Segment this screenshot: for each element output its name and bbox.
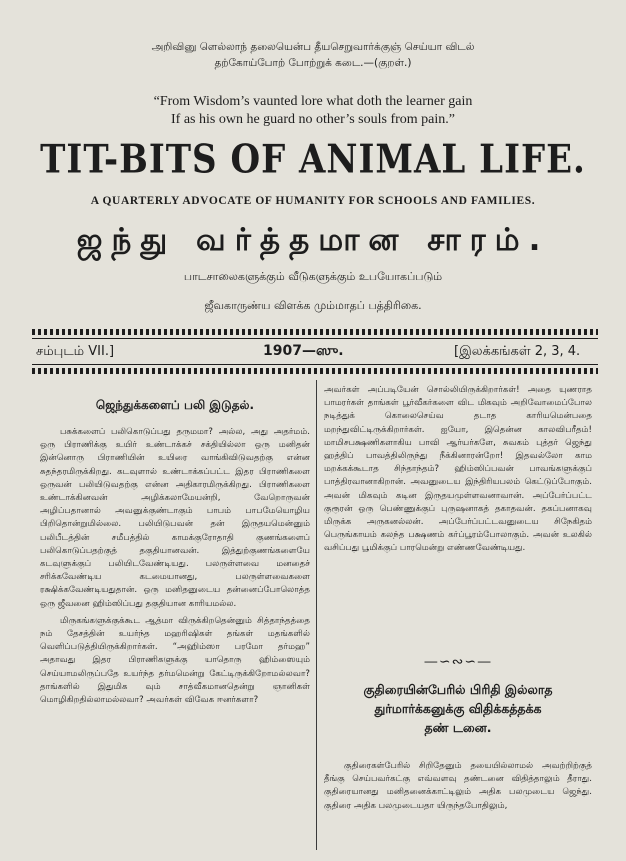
decorative-rule-bottom xyxy=(32,368,598,374)
rule-bottom xyxy=(32,364,598,365)
heading-line-3: தண் டனை. xyxy=(424,720,492,735)
tamil-subtitle-2: ஜீவகாருண்ய விளக்க மும்மாதப் பத்திரிகை. xyxy=(204,299,422,312)
right-paragraph-1: அவர்கள் அப்படியேன் சொல்லியிருக்கிறார்கள்! அதை யுணராத பாமரர்கள் தாங்கள் பூர்வீகர்களை விட மிகவும் அறிவோமைப்போல நடித்துக் கொலைசெய்வ தடாத காரியமென்பதை மறந்துவிட்டிருக்கிறார்கள். ஐயோ, இதென்ன காலவிபரீதம்! மாமிசபக்ஷணிகளாகிய பாவி ஆர்யர்களே, சுவகம் புத்தர் ஜெந்து ஹத்திப் பாவத்திலிருந்து நீக்கினாரன்றோ! இதவல்லோ காம மறக்கக்கூடாத சிந்தாந்தம்? ஹிம்ஸிப்பவன் பாவங்களுக்குப் பாத்திரவானாகிறான். அவனுடைய இந்திரியபலம் கெட்டுப்போகும். அவன் மிகவும் கடின இருதயமுள்ளவனாவான். அப்பேர்ப்பட்ட குரூரன் ஒரு பெண்ணுக்குப் புருஷனாகத் தகாதவன். தகப்பனாகவு மிருக்க அருகனல்லன். அப்பேர்ப்பட்டவனுடைய சிநேகிதம் பெருங்காயம் கலந்த பக்ஷணம் கர்ப்பூரம்போலாகும். அவன் உலகில் வசிப்பது பூமிக்குப் பாரமென்று எண்ணவேண்டியது. xyxy=(324,385,592,554)
quote-line-1: “From Wisdom’s vaunted lore what doth the learner gain xyxy=(153,94,473,109)
right-paragraph-2: குதிரைகள்பேரில் சிறிதேனும் தயையில்லாமல் அவற்றிற்குத் தீங்கு செய்பவர்கட்கு எவ்வளவு தண்டனை விதித்தாலும் தீராது. குதிரையானது மனிதனைக்காட்டிலும் அதிக பலமுடைய ஜெந்து. குதிரை அதிக பலமுடையதா யிருந்தபோதிலும், xyxy=(324,761,592,811)
right-article-heading xyxy=(324,680,592,737)
masthead-title: TIT-BITS OF ANIMAL LIFE. xyxy=(40,137,586,183)
rule-top xyxy=(32,338,598,339)
left-article-body xyxy=(40,426,310,707)
issue-year: 1907—ஸு. xyxy=(263,343,344,359)
section-ornament: —∽∾∽— xyxy=(423,654,493,670)
left-article-heading: ஜெந்துக்களைப் பலி இடுதல். xyxy=(95,398,255,412)
left-paragraph-2: மிருகங்களுக்குக்கூட ஆத்மா விருக்கிறதென்னும் சித்தாந்தத்தை நம் தேசத்தின் உயர்ந்த மஹரிஷிகள் தங்கள் மதங்களில் வெளிப்படுத்தியிருக்கிறார்கள். “அஹிம்ஸா பரமோ தர்மஹ” அதாவது இதர பிராணிகளுக்கு யாதொரு ஹிம்ஸையும் செய்யாமலிருப்பதே உயர்ந்த தர்மமென்று கேட்டிருக்கிறோமல்லவா? தாங்களில் இதுமிக வும் சாத்வீகமானதென்று ஞானிகள் மொழிகிறதில்லாமல்லவா? அவர்கள் விவேக ஈனர்களா? xyxy=(40,615,310,706)
decorative-rule-top xyxy=(32,329,598,335)
volume-label: சம்புடம் VII.] xyxy=(36,344,115,359)
left-paragraph-1: பசுக்களைப் பலிகொடுப்பது தருமமா? அல்ல, அது அதர்மம். ஒரு பிராணிக்கு உயிர் உண்டாக்கச் சக்தியில்லா ஒரு மனிதன் இன்னொரு பிராணியின் உயிரை வாங்கிவிடுவதற்கு என்ன சுதந்தரமிருக்கிறது. கடவுளால் உண்டாக்கப்பட்ட இதர பிராணிகளை ஒருவன் பலியிடுவதற்கு என்ன அதிகாரமிருக்கிறது. பிராணிகளை உண்டாக்கினவன் அழிக்கலாமேயன்றி, வேறொருவன் அழிப்பதானால் அவனுக்குண்டாகும் பாபம் பாபமேயொழிய பிறிதொன்றுமில்லை. பலியிடுபவன் தன் இருதயமென்னும் பலிபீடத்தின் சமீபத்தில் காமக்குரோதாதி குணங்களைப் பலிகொடுப்பதற்குத் தகுதியானவன். இத்துற்குணங்களையே கடவுளுக்குப் பலியிடவேண்டியது. பலருள்ளவை மனதைச் சரிக்கவேண்டிய கடமையானது, பலருள்ளவைகளை ரக்ஷிக்கவேண்டியதுதான். ஒரு மனிதனுடைய தன்னைப்போலொத்த ஒரு ஜீவனை ஹிம்ஸிப்பது தகுதியான காரியமல்ல. xyxy=(40,427,310,609)
masthead-subtitle: A QUARTERLY ADVOCATE OF HUMANITY FOR SCHOOLS AND FAMILIES. xyxy=(90,195,536,207)
issue-numbers: [இலக்கங்கள் 2, 3, 4. xyxy=(454,344,581,359)
tamil-masthead-title: ஜந்து வர்த்தமான சாரம். xyxy=(76,222,550,258)
heading-line-1: குதிரையின்பேரில் பிரிதி இல்லாத xyxy=(363,682,553,697)
tamil-subtitle-1: பாடசாலைகளுக்கும் வீடுகளுக்கும் உபயோகப்படும் xyxy=(183,270,443,283)
quote-line-2: If as his own he guard no other’s souls from pain.” xyxy=(171,112,455,127)
right-article-body xyxy=(324,384,592,556)
kural-line-1: அறிவினு ளெல்லாந் தலையென்ப தீயசெறுவார்க்குஞ் செய்யா விடல் xyxy=(151,41,475,53)
heading-line-2: துர்மார்க்கனுக்கு விதிக்கத்தக்க xyxy=(374,701,542,716)
column-divider xyxy=(316,380,317,850)
kural-line-2: தற்கோய்போற் போற்றுக் கடை.—(குறள்.) xyxy=(214,57,412,69)
right-article-body-2 xyxy=(324,760,592,813)
